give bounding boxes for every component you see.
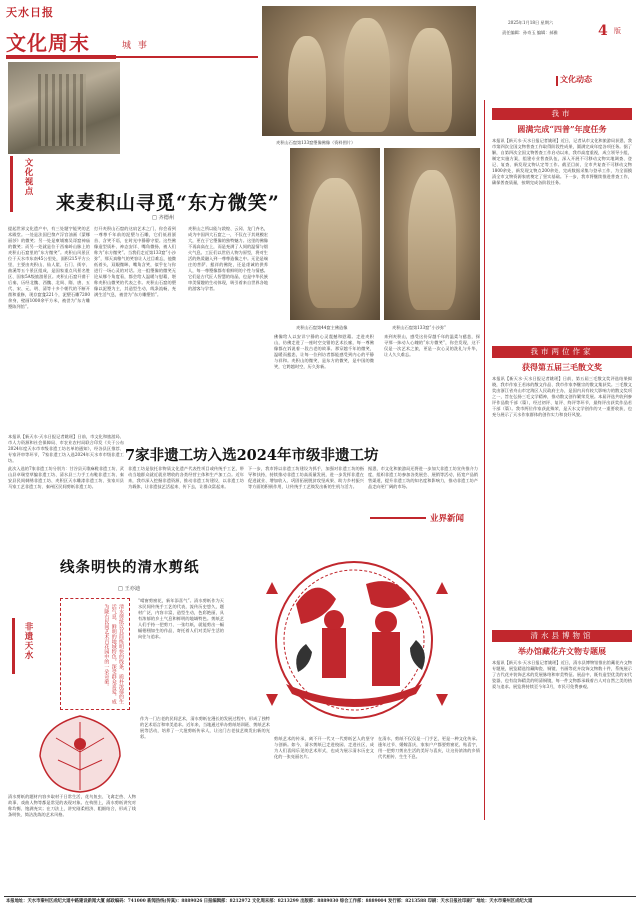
right-body-1: 本报讯【新天水·天水日报记者姚瑶】近日，记者从市文化和旅游局获悉，我市第四次全国文物普查工作取得阶段性成果，圆满完成年度各项任务。据了解，自第四次全国文物普查工作启动以来，我市高度重视，成立领导小组，制定实施方案，组建专业普查队伍，深入开展不可移动文物实地调查、登记、复查、新发现文物认定等工作。截至目前，全市共复查不可移动文物1800余处，新发现文物点200余处，完成数据采集与登录工作，为全面摸清全市文物资源家底奠定了坚实基础。下一步，我市将继续推进普查工作，确保普查质量，按期完成各阶段任务。 xyxy=(492,138,632,185)
culture-view-bar xyxy=(10,156,13,212)
article2-col3: 下一步，我市将以非遗工坊建设为抓手，加强对非遗工坊的指导和扶持，持续推动非遗工坊高质量发展，进一步发挥非遗在促进就业、增加收入、巩固拓展脱贫攻坚成果、助力乡村振兴等方面的积极作用，让传统手工艺焕发出新的生机与活力。 xyxy=(248,466,364,489)
right-headline-2: 获得第五届三毛散文奖 xyxy=(522,362,602,372)
industry-news-label: 业界新闻 xyxy=(430,514,465,524)
novice-monk-photo xyxy=(384,148,480,320)
ribbon-1: 我市 xyxy=(492,108,632,120)
pull-quote-box xyxy=(60,598,130,710)
culture-view-label: 文化视点 xyxy=(23,158,33,196)
ribbon-2: 我市两位作家 xyxy=(492,346,632,358)
newspaper-name: 天水日报 xyxy=(6,6,54,19)
issue-date: 2025年1月18日 星期六 xyxy=(508,20,554,25)
article1-col4: 佛像给人以安详宁静的心灵震撼和慰藉。走进麦积山，仿佛走进了一座时空交错的艺术长廊，每一尊佛像都在诉说着一段古老的故事。那穿越千年的微笑，温暖而慈悲，让每一位到访者都能感受到内心的平静与祥和。麦积山的微笑，是东方的微笑，是中国的微笑，它跨越时空，历久弥新。 xyxy=(274,334,374,369)
right-column-rule xyxy=(484,100,485,820)
cultural-news-mark xyxy=(556,76,558,86)
right-headline-3: 举办馆藏花卉文物专题展 xyxy=(518,646,606,656)
footer-info: 本报地址：天水市秦州区成纪大道中路建设新闻大厦 邮政编码：741000 新闻热线(传真)：8889026 日报编辑部：8212972 文化周末部：8213299 出版部：8889030 综合工作部：8889004 发行部：8213588 印刷：天水日报社印刷厂 地址：天水市秦州区成纪大道 xyxy=(6,899,533,904)
maijishan-cliff-photo xyxy=(8,62,120,154)
article3-col1: “晴窗剪窗花，新年添喜气”。清水剪纸作为天水民间传统手工艺的代表，流传历史悠久，题材广泛，内容丰富，造型生动，色彩艳丽，具有浓郁的乡土气息和鲜明的地域特色。剪纸艺人们手持一把剪刀、一张红纸，就能剪出一幅幅栩栩如生的作品，寄托着人们对美好生活的向往与追求。 xyxy=(138,598,224,639)
article1-col1: 提起世界文化遗产中，有三处题字能笑的艺术殿堂。一处是法国巴黎卢浮宫油画《蒙娜丽莎》的微笑；另一处是柬埔寨吴哥窟神庙的微笑；而另一处就是位于西秦岭山脉上的麦积山石窟里的“东方微笑”。麦积山风景区位于天水市东南45公里处，面积215平方公里，主要由麦积山、仙人崖、石门、街亭、曲溪等五个景区组成，是国家重点风景名胜区、国家5A级旅游景区。麦积山石窟开凿于后秦，历经北魏、西魏、北周、隋、唐、五代、宋、元、明、清等十多个朝代的不断开凿和重修，现存窟龛221个，泥塑石雕7200余身，壁画1000余平方米，被誉为“东方雕塑陈列馆”。 xyxy=(8,226,90,309)
article3-col3: 作为一门古老的民间艺术，清水剪纸在漫长的发展过程中，形成了独特的艺术语言和审美追求。近年来，当地通过举办剪纸培训班、剪纸艺术展等活动，培养了一大批剪纸传承人，让这门古老技艺焕发出新的光彩。 xyxy=(140,716,270,739)
article1-byline: □ 齐德州 xyxy=(152,215,175,221)
article3-col2: 清水剪纸的题材内容多取材于日常生活，花鸟鱼虫、飞禽走兽、人物故事、戏曲人物等都是常见的表现对象。在构图上，清水剪纸讲究对称均衡、饱满充实；在刀法上，讲究刚柔相济、粗细结合，形成了线条明快、简洁洗练的艺术风格。 xyxy=(8,794,136,817)
footer-rule xyxy=(4,896,636,897)
section-title: 文化周末 xyxy=(6,31,90,55)
article2-lead: 本报讯【新天水·天水日报记者姚瑶】日前，市文化和旅游局、市人力资源和社会保障局、市农业农村局联合印发《关于公布2024年度天水市市级非遗工坊名单的通知》，经各县区推荐、专家评审等环节，7家非遗工坊入选2024年天水市市级非遗工坊。 xyxy=(8,434,124,463)
right-image-caption: 麦积山石窟第133窟“小沙弥” xyxy=(392,325,447,330)
page-label: 版 xyxy=(614,27,621,35)
section-subtitle: 城 事 xyxy=(122,41,149,51)
article3-byline: □ 王亦迪 xyxy=(118,586,141,592)
article2-col4: 据悉，市文化和旅游局还将进一步加大非遗工坊宣传推介力度，组织非遗工坊参加各类展会、展销等活动，拓宽产品销售渠道，提升非遗工坊的知名度和影响力，推动非遗工坊产品走向更广阔的市场。 xyxy=(368,466,478,489)
heritage-bar xyxy=(12,618,15,674)
editor-line: 责任编辑：孙奇玉 编辑：郝雅 xyxy=(502,30,558,35)
page-number: 4 xyxy=(598,23,608,39)
right-body-2: 本报讯【新天水·天水日报记者姚瑶】日前，第五届三毛散文奖评选结果揭晓，我市作家王若冰的散文作品、我市作家李继宗的散文集获奖。三毛散文奖由浙江省舟山市定海区人民政府主办，是国内具有较大影响力的散文奖项之一，旨在弘扬三毛文学精神，推动散文创作繁荣发展。本届评选共收到参评作品数千部（篇），经过初评、复评、终评等环节，最终评出获奖作品若干部（篇）。我市两位作家获此殊荣，是天水文学创作的又一重要收获，也充分展示了天水作家群体的创作实力和良好风貌。 xyxy=(492,376,632,417)
article3-col5: 在清水，剪纸不仅仅是一门手艺，更是一种文化传承。逢年过节、婚嫁喜庆，家家户户都要剪窗花、贴喜字，用一把剪刀剪出生活的美好与喜庆，让这份浓浓的乡情代代相传、生生不息。 xyxy=(378,736,480,759)
left-image-caption: 麦积山石窟第44窟主佛造像 xyxy=(296,325,348,330)
right-headline-1: 圆满完成“四普”年度任务 xyxy=(517,124,607,134)
article1-col3: 麦积山之所以能与敦煌、云冈、龙门齐名，成为中国四大石窟之一，不仅在于其规模宏大，更在于它塑像的独特魅力。这里的佛像不再高高在上，而是充满了人间的温情与烟火气息。工匠们以世俗人物为原型，将对生活的热爱融入到一尊尊造像之中。无论是端庄的菩萨、慈祥的佛陀，还是虔诚的供养人，每一尊塑像都有着鲜明的个性与情感。它们是古代匠人智慧的结晶，也是中华民族审美情趣的生动体现，吸引着来自世界各地的游客与学者。 xyxy=(188,226,268,291)
papercut-illustration xyxy=(226,544,482,732)
article1-col2: 打开麦积山石窟的这扇艺术之门，你会看到一尊尊千年前的泥塑与石雕，它们低眉颔首、含笑不语，在时光中静静守望。这些佛像造型质朴、神态安详、嘴角微扬，被人们称为“东方微笑”。当我们走近第133窟“小沙弥”，那天真稚气的笑容让人过目难忘，他微低着头，双眼微眯，嘴角含笑，似乎在与你进行一场心灵的对话。这一组塑像的微笑无论从哪个角度看，都会给人温暖与慰藉，堪称麦积山微笑的代表之作。麦积山石窟的塑像以泥塑为主，其造型生动，线条流畅，充满生活气息，被誉为“东方雕塑馆”。 xyxy=(94,226,176,297)
industry-news-bar xyxy=(370,517,426,519)
heritage-label: 非遗天水 xyxy=(23,622,33,660)
top-sculpture-photo xyxy=(262,6,476,136)
article1-headline: 来麦积山寻觅“东方微笑” xyxy=(56,192,280,214)
article1-col5: 来到麦积山，感受这份穿越千年的温柔与慈悲，探寻那一抹动人心魄的“东方微笑”，你会发现，这不仅是一次艺术之旅，更是一次心灵的洗礼与升华，让人久久难忘。 xyxy=(384,334,480,357)
masthead-bar xyxy=(6,55,116,59)
cultural-news-label: 文化动态 xyxy=(560,74,592,84)
article3-headline: 线条明快的清水剪纸 xyxy=(60,559,200,576)
article3-col4: 剪纸艺术的传承，离不开一代又一代剪纸艺人的坚守与创新。如今，清水剪纸已走进校园、走进社区，成为人们喜闻乐见的艺术形式，也成为展示清水历史文化的一张亮丽名片。 xyxy=(274,736,374,759)
top-image-caption: 麦积山石窟第133窟塑像佛像（资料图片） xyxy=(276,140,356,145)
pull-quote: 清水剪纸以其简练明快的线条、质朴浓郁的生活气息、鲜明的地域特色，深受群众喜爱，成为陇右民间艺术百花园中的一朵奇葩。 xyxy=(103,604,124,704)
ribbon-3: 清水县博物馆 xyxy=(492,630,632,642)
right-body-3: 本报讯【新天水·天水日报记者姚瑶】近日，清水县博物馆推出馆藏花卉文物专题展，展览精选馆藏陶瓷、铜镜、书画等花卉纹饰文物数十件，系统展示了古代花卉装饰艺术的发展脉络和审美特征。展品中，既有造型优美的宋代瓷器，也有纹饰精美的明清铜镜，每一件文物都承载着古人对自然之美的热爱与追求。展览将持续至今年3月，市民可免费参观。 xyxy=(492,660,632,689)
article2-headline: 7家非遗工坊入选2024年市级非遗工坊 xyxy=(125,447,379,464)
article2-col2: 非遗工坊是依托非物质文化遗产代表性项目或传统手工艺，带动当地群众就近就业增收的各类经营主体和生产加工点。近年来，我市深入挖掘非遗资源，推动非遗工坊建设，以非遗工坊为载体，让非遗技艺活起来、传下去，让群众富起来。 xyxy=(128,466,244,489)
seated-buddha-photo xyxy=(290,148,380,320)
article2-col1: 此次入选的7家非遗工坊分别为：甘谷县天歌麻鞋非遗工坊、武山县卓瑞堂草编非遗工坊、清水县三力手工布鞋非遗工坊、秦安县民间刺绣非遗工坊、麦积区天水雕漆非遗工坊、张家川县马家工艺非遗工坊、秦州区民间剪纸非遗工坊。 xyxy=(8,466,124,489)
leaf-papercut xyxy=(34,712,126,796)
